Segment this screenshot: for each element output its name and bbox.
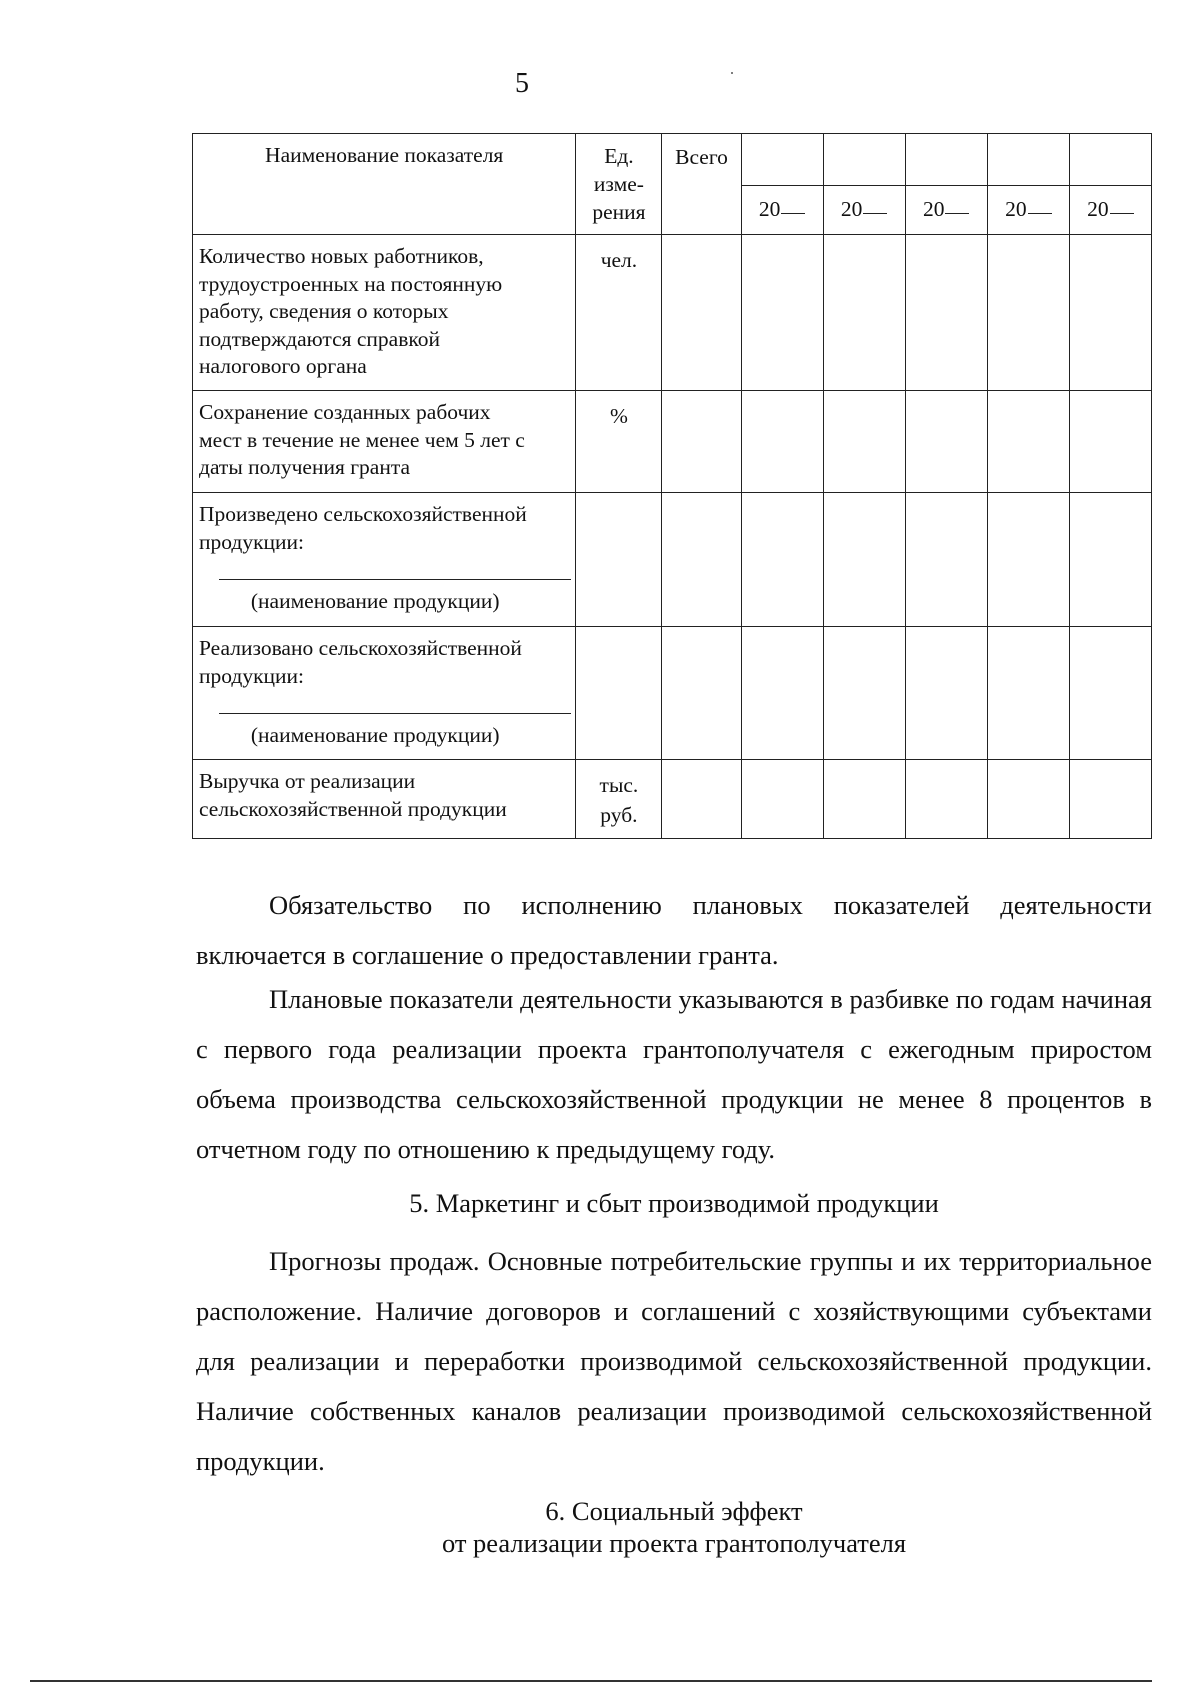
- year-value-cell: [987, 391, 1069, 493]
- header-year-group-cell: [987, 134, 1069, 186]
- unit-text: тыс.: [599, 773, 639, 797]
- unit-cell: [576, 493, 662, 627]
- page-number: 5: [515, 68, 529, 99]
- paragraph: Прогнозы продаж. Основные потребительские группы и их территориальное расположение. Наличие договоров и соглашений с хозяйствующими субъектами для реализации и переработки производимой сельскохозяйственной продукции. Наличие собственных каналов реализации производимой сельскохозяйственной продукции.: [196, 1246, 1152, 1476]
- header-year-group-cell: [741, 134, 823, 186]
- section-6-heading: [196, 1495, 1152, 1559]
- year-value-cell: [1069, 493, 1151, 627]
- year-value-cell: [741, 493, 823, 627]
- year-blank-line: [945, 213, 969, 214]
- section-6-heading-line: от реализации проекта грантополучателя: [441, 1528, 907, 1558]
- header-indicator-name: Наименование показателя: [193, 134, 576, 235]
- obligation-paragraph-block: [196, 880, 1152, 980]
- indicator-name-line: продукции:: [199, 663, 305, 688]
- header-year-text: 20: [1005, 197, 1027, 222]
- table-row: [193, 235, 1152, 391]
- product-name-caption: (наименование продукции): [250, 589, 500, 613]
- product-name-caption: (наименование продукции): [250, 723, 500, 747]
- year-value-cell: [823, 235, 905, 391]
- scan-speck: [731, 72, 733, 74]
- year-value-cell: [1069, 391, 1151, 493]
- unit-text: руб.: [600, 803, 638, 827]
- indicator-name-cell: [193, 493, 576, 627]
- header-unit-line: изме-: [593, 172, 644, 196]
- header-year: [823, 186, 905, 235]
- header-unit: [576, 134, 662, 235]
- year-value-cell: [1069, 627, 1151, 760]
- year-value-cell: [741, 391, 823, 493]
- indicator-name-line: даты получения гранта: [199, 455, 411, 479]
- header-year-group-cell: [1069, 134, 1151, 186]
- header-year: [1069, 186, 1151, 235]
- indicator-name-line: налогового органа: [199, 354, 367, 378]
- year-value-cell: [905, 235, 987, 391]
- unit-text: чел.: [600, 248, 638, 272]
- indicator-name-cell: [193, 391, 576, 493]
- unit-cell: [576, 760, 662, 839]
- header-year-text: 20: [840, 197, 863, 222]
- product-name-blank-line: [219, 712, 571, 714]
- header-year-group-cell: [905, 134, 987, 186]
- header-year-text: 20: [758, 197, 781, 222]
- unit-cell: [576, 391, 662, 493]
- header-unit-line: Ед.: [604, 144, 634, 168]
- year-value-cell: [823, 391, 905, 493]
- marketing-paragraph-block: [196, 1236, 1152, 1486]
- table-row: [193, 493, 1152, 627]
- header-unit-line: рения: [592, 200, 646, 224]
- indicator-name-line: трудоустроенных на постоянную: [199, 271, 503, 296]
- year-value-cell: [987, 493, 1069, 627]
- year-value-cell: [823, 493, 905, 627]
- header-total: Всего: [662, 134, 741, 235]
- indicator-name-line: Количество новых работников,: [199, 244, 484, 268]
- footer-rule: [30, 1680, 1152, 1682]
- indicator-name-line: продукции:: [199, 529, 305, 554]
- indicator-name-line: мест в течение не менее чем 5 лет с: [199, 427, 525, 452]
- year-value-cell: [905, 760, 987, 839]
- table-row: [193, 627, 1152, 760]
- total-cell: [662, 760, 741, 839]
- year-value-cell: [905, 493, 987, 627]
- indicator-name-cell: [193, 627, 576, 760]
- header-year: [987, 186, 1069, 235]
- indicator-name-line: Сохранение созданных рабочих: [199, 400, 491, 424]
- header-year-group-cell: [823, 134, 905, 186]
- indicator-name-line: Реализовано сельскохозяйственной: [199, 636, 522, 660]
- year-value-cell: [741, 760, 823, 839]
- year-blank-line: [863, 213, 887, 214]
- total-cell: [662, 627, 741, 760]
- unit-cell: [576, 627, 662, 760]
- year-blank-line: [781, 213, 805, 214]
- product-name-blank-line: [219, 578, 571, 580]
- year-value-cell: [987, 760, 1069, 839]
- paragraph: Обязательство по исполнению плановых показателей деятельности включается в соглашение о предоставлении гранта.: [196, 890, 1152, 970]
- section-6-heading-line: 6. Социальный эффект: [545, 1496, 803, 1526]
- header-year: [905, 186, 987, 235]
- year-value-cell: [987, 627, 1069, 760]
- year-blank-line: [1028, 213, 1052, 214]
- indicator-name-line: подтверждаются справкой: [199, 326, 440, 351]
- header-year: [741, 186, 823, 235]
- year-blank-line: [1110, 213, 1134, 214]
- unit-text: %: [609, 404, 628, 428]
- paragraph: Плановые показатели деятельности указываются в разбивке по годам начиная с первого года реализации проекта грантополучателя с ежегодным приростом объема производства сельскохозяйственной продукции не менее 8 процентов в отчетном году по отношению к предыдущему году.: [196, 984, 1152, 1164]
- year-value-cell: [741, 627, 823, 760]
- indicator-name-line: Выручка от реализации: [199, 769, 416, 793]
- year-value-cell: [987, 235, 1069, 391]
- table-row: [193, 391, 1152, 493]
- indicator-name-cell: [193, 235, 576, 391]
- header-year-text: 20: [1087, 197, 1109, 222]
- year-value-cell: [823, 760, 905, 839]
- indicator-name-line: работу, сведения о которых: [199, 299, 449, 323]
- table-row: [193, 760, 1152, 839]
- planned-indicators-paragraph-block: [196, 974, 1152, 1174]
- indicator-name-line: Произведено сельскохозяйственной: [199, 502, 527, 526]
- year-value-cell: [741, 235, 823, 391]
- header-year-text: 20: [922, 197, 945, 222]
- total-cell: [662, 391, 741, 493]
- year-value-cell: [823, 627, 905, 760]
- total-cell: [662, 493, 741, 627]
- total-cell: [662, 235, 741, 391]
- year-value-cell: [905, 391, 987, 493]
- year-value-cell: [1069, 235, 1151, 391]
- section-5-heading: 5. Маркетинг и сбыт производимой продукции: [409, 1188, 939, 1218]
- year-value-cell: [905, 627, 987, 760]
- unit-cell: [576, 235, 662, 391]
- year-value-cell: [1069, 760, 1151, 839]
- planned-indicators-table: [192, 133, 1152, 839]
- indicator-name-cell: [193, 760, 576, 839]
- indicator-name-line: сельскохозяйственной продукции: [199, 796, 507, 821]
- table-header-row-top: [193, 134, 1152, 186]
